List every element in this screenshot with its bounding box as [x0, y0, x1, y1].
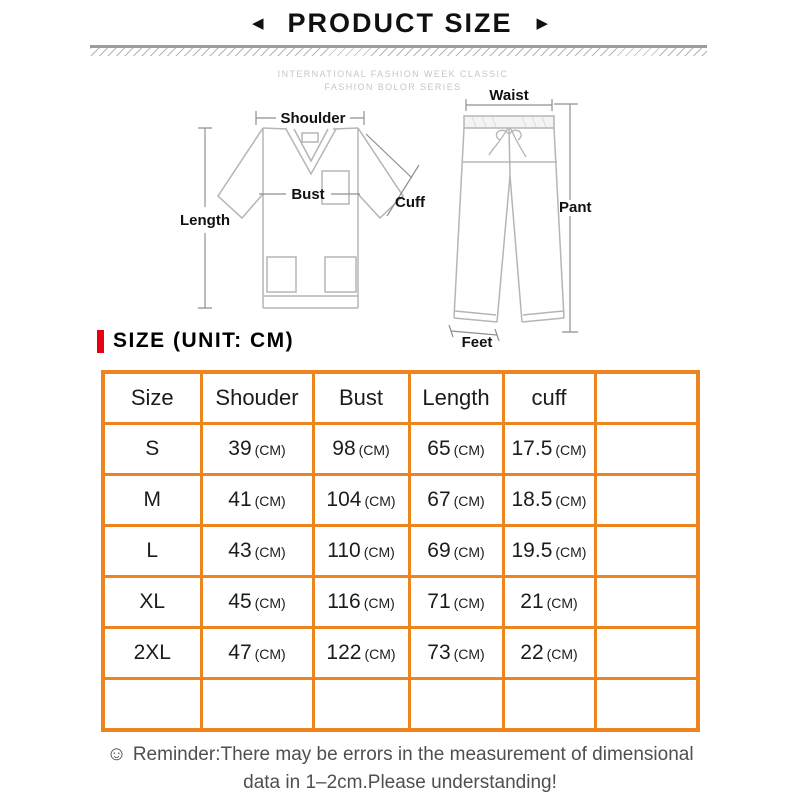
- table-row-l: [103, 526, 698, 577]
- cell-length: 69 (CM): [409, 526, 503, 577]
- subtitle-line-2: FASHION BOLOR SERIES: [324, 82, 462, 92]
- bust-label: Bust: [291, 186, 325, 203]
- cell-cuff: 18.5 (CM): [503, 475, 595, 526]
- table-header-row: [103, 372, 698, 424]
- cell-length: 71 (CM): [409, 577, 503, 628]
- col-header-cuff: cuff: [503, 372, 595, 424]
- left-pocket: [267, 257, 296, 292]
- hatched-divider: [90, 45, 707, 56]
- shoulder-label: Shoulder: [280, 110, 346, 127]
- table-row-2xl: [103, 628, 698, 679]
- pant-dim: [554, 104, 578, 332]
- cell-empty: [595, 475, 698, 526]
- subtitle-line-1: INTERNATIONAL FASHION WEEK CLASSIC: [277, 69, 509, 79]
- table-empty-row: [103, 679, 698, 731]
- cell-shoulder: 45 (CM): [201, 577, 313, 628]
- col-header-empty: [595, 372, 698, 424]
- col-header-length: Length: [409, 372, 503, 424]
- left-arrow-icon: ◀: [251, 14, 264, 32]
- cell-shoulder: 47 (CM): [201, 628, 313, 679]
- smiley-icon: ☺: [106, 743, 127, 765]
- cell-bust: 122 (CM): [313, 628, 409, 679]
- page-title-row: [0, 6, 800, 40]
- pants-drawing: [454, 116, 564, 322]
- feet-label: Feet: [461, 334, 493, 351]
- reminder-line-1: Reminder:There may be errors in the measurement of dimensional: [132, 744, 694, 765]
- center-seam: [509, 128, 510, 176]
- garment-diagram: [0, 88, 800, 352]
- waist-label: Waist: [489, 88, 529, 104]
- cell-shoulder: 41 (CM): [201, 475, 313, 526]
- cell-cuff: 17.5 (CM): [503, 424, 595, 475]
- reminder-note: [0, 740, 800, 797]
- col-header-shoulder: Shouder: [201, 372, 313, 424]
- cell-size: M: [103, 475, 201, 526]
- cell-size: S: [103, 424, 201, 475]
- cell-empty: [595, 628, 698, 679]
- pant-label: Pant: [559, 199, 592, 216]
- v-neck-collar: [286, 129, 336, 174]
- table-row-s: [103, 424, 698, 475]
- cell-shoulder: 39 (CM): [201, 424, 313, 475]
- reminder-line-2: data in 1–2cm.Please understanding!: [243, 772, 557, 793]
- red-accent-bar: [97, 330, 104, 353]
- col-header-bust: Bust: [313, 372, 409, 424]
- cell-bust: 110 (CM): [313, 526, 409, 577]
- cell-bust: 98 (CM): [313, 424, 409, 475]
- size-unit-heading: [97, 329, 294, 353]
- cell-length: 67 (CM): [409, 475, 503, 526]
- cell-cuff: 19.5 (CM): [503, 526, 595, 577]
- drawstring: [489, 129, 526, 158]
- page-title: PRODUCT SIZE: [287, 7, 513, 38]
- cell-empty: [595, 577, 698, 628]
- col-header-size: Size: [103, 372, 201, 424]
- cell-cuff: 22 (CM): [503, 628, 595, 679]
- table-row-m: [103, 475, 698, 526]
- table-row-xl: [103, 577, 698, 628]
- right-pocket: [325, 257, 356, 292]
- right-leg: [510, 128, 564, 322]
- right-arrow-icon: ▶: [536, 14, 549, 32]
- cell-empty: [595, 424, 698, 475]
- scrub-top-drawing: [218, 128, 403, 308]
- cell-cuff: 21 (CM): [503, 577, 595, 628]
- cuff-label: Cuff: [395, 194, 425, 211]
- length-label: Length: [180, 212, 230, 229]
- cell-bust: 116 (CM): [313, 577, 409, 628]
- cell-size: L: [103, 526, 201, 577]
- cell-length: 65 (CM): [409, 424, 503, 475]
- left-sleeve: [218, 128, 263, 218]
- size-table: [101, 370, 700, 732]
- left-leg: [454, 128, 510, 322]
- waistband: [464, 116, 554, 128]
- size-unit-heading-text: SIZE (UNIT: CM): [113, 329, 295, 352]
- cell-bust: 104 (CM): [313, 475, 409, 526]
- chest-pocket: [322, 171, 349, 204]
- cell-length: 73 (CM): [409, 628, 503, 679]
- cell-empty: [595, 526, 698, 577]
- cell-shoulder: 43 (CM): [201, 526, 313, 577]
- neck-tag: [302, 133, 318, 142]
- cell-size: 2XL: [103, 628, 201, 679]
- cell-size: XL: [103, 577, 201, 628]
